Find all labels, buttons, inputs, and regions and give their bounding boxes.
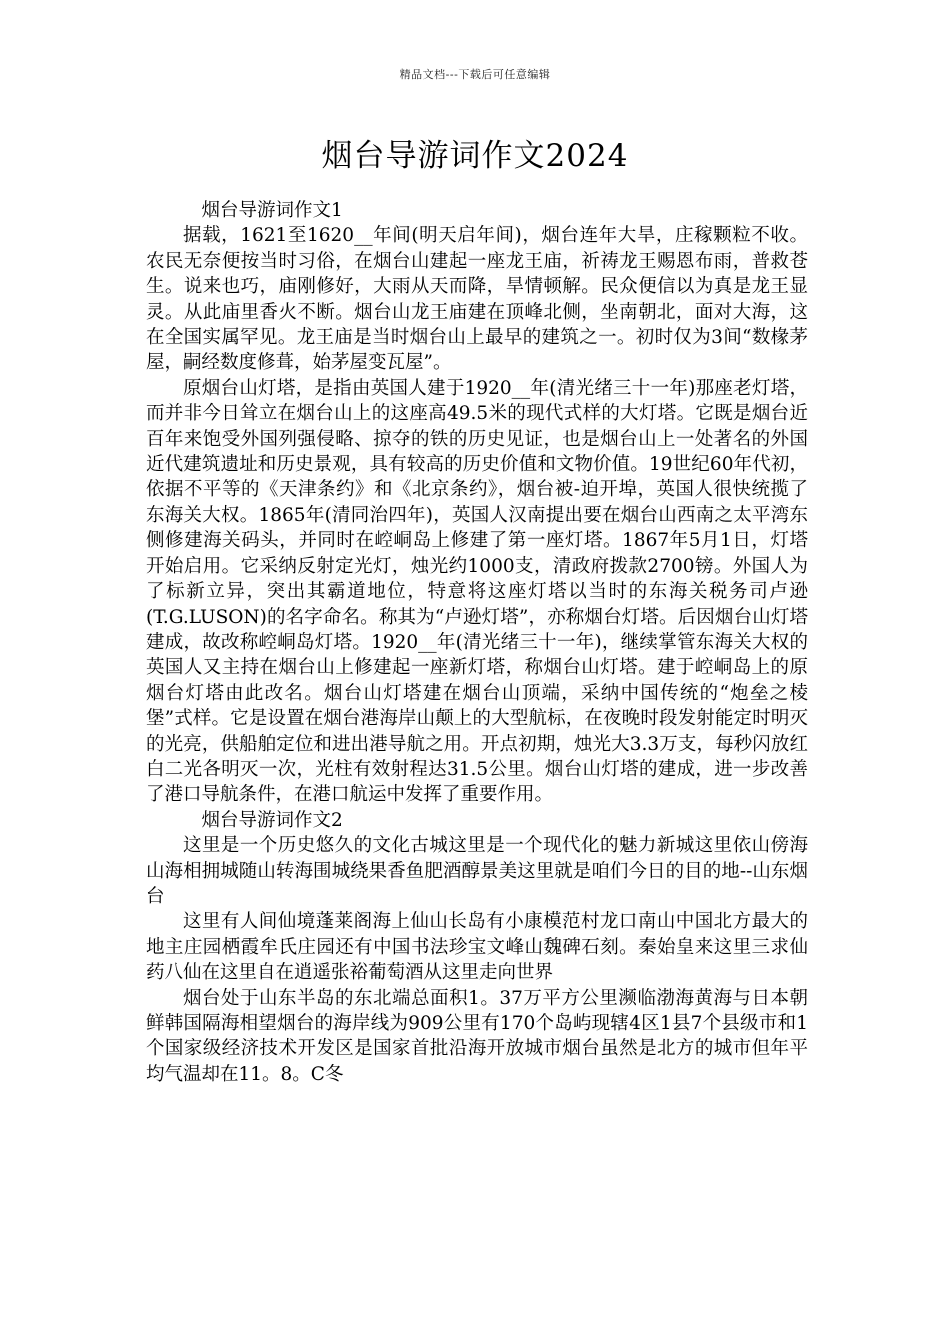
paragraph: 据载，1621至1620__年间(明天启年间)，烟台连年大旱，庄稼颗粒不收。农民无奈便按当时习俗，在烟台山建起一座龙王庙，祈祷龙王赐恩布雨，普救苍生。说来也巧，庙刚修好，大雨从天而降，旱情顿解。民众便信以为真是龙王显灵。从此庙里香火不断。烟台山龙王庙建在顶峰北侧，坐南朝北，面对大海，这在全国实属罕见。龙王庙是当时烟台山上最早的建筑之一。初时仅为3间“数椽茅屋，嗣经数度修葺，始茅屋变瓦屋”。 — [146, 225, 808, 374]
header-note: 精品文档---下载后可任意编辑 — [399, 68, 551, 81]
document-body — [146, 198, 808, 1087]
paragraph: 原烟台山灯塔，是指由英国人建于1920__年(清光绪三十一年)那座老灯塔，而并非今日耸立在烟台山上的这座高49.5米的现代式样的大灯塔。它既是烟台近百年来饱受外国列强侵略、掠夺的铁的历史见证，也是烟台山上一处著名的外国近代建筑遗址和历史景观，具有较高的历史价值和文物价值。19世纪60年代初，依据不平等的《天津条约》和《北京条约》，烟台被-迫开埠，英国人很快统揽了东海关大权。1865年(清同治四年)，英国人汉南提出要在烟台山西南之太平湾东侧修建海关码头，并同时在崆峒岛上修建了第一座灯塔。1867年5月1日，灯塔开始启用。它采纳反射定光灯，烛光约1000支，清政府拨款2700镑。外国人为了标新立异，突出其霸道地位，特意将这座灯塔以当时的东海关税务司卢逊(T.G.LUSON)的名字命名。称其为“卢逊灯塔”，亦称烟台灯塔。后因烟台山灯塔建成，故改称崆峒岛灯塔。1920__年(清光绪三十一年)，继续掌管东海关大权的英国人又主持在烟台山上修建起一座新灯塔，称烟台山灯塔。建于崆峒岛上的原烟台灯塔由此改名。烟台山灯塔建在烟台山顶端，采纳中国传统的“炮垒之棱堡”式样。它是设置在烟台港海岸山颠上的大型航标，在夜晚时段发射能定时明灭的光亮，供船舶定位和进出港导航之用。开点初期，烛光大3.3万支，每秒闪放红白二光各明灭一次，光柱有效射程达31.5公里。烟台山灯塔的建成，进一步改善了港口导航条件，在港口航运中发挥了重要作用。 — [146, 377, 808, 806]
paragraph: 这里是一个历史悠久的文化古城这里是一个现代化的魅力新城这里依山傍海山海相拥城随山转海围城绕果香鱼肥酒醇景美这里就是咱们今日的目的地--山东烟台 — [146, 835, 808, 907]
section-heading-1: 烟台导游词作文1 — [201, 200, 343, 221]
paragraph: 烟台处于山东半岛的东北端总面积1。37万平方公里濒临渤海黄海与日本朝鲜韩国隔海相望烟台的海岸线为909公里有170个岛屿现辖4区1县7个县级市和1个国家级经济技术开发区是国家首批沿海开放城市烟台虽然是北方的城市但年平均气温却在11。8。C冬 — [146, 987, 808, 1085]
document-title: 烟台导游词作文2024 — [321, 138, 629, 174]
section-heading-2: 烟台导游词作文2 — [201, 809, 343, 831]
paragraph: 这里有人间仙境蓬莱阁海上仙山长岛有小康模范村龙口南山中国北方最大的地主庄园栖霞牟氏庄园还有中国书法珍宝文峰山魏碑石刻。秦始皇来这里三求仙药八仙在这里自在逍遥张裕葡萄酒从这里走向世界 — [146, 911, 808, 984]
